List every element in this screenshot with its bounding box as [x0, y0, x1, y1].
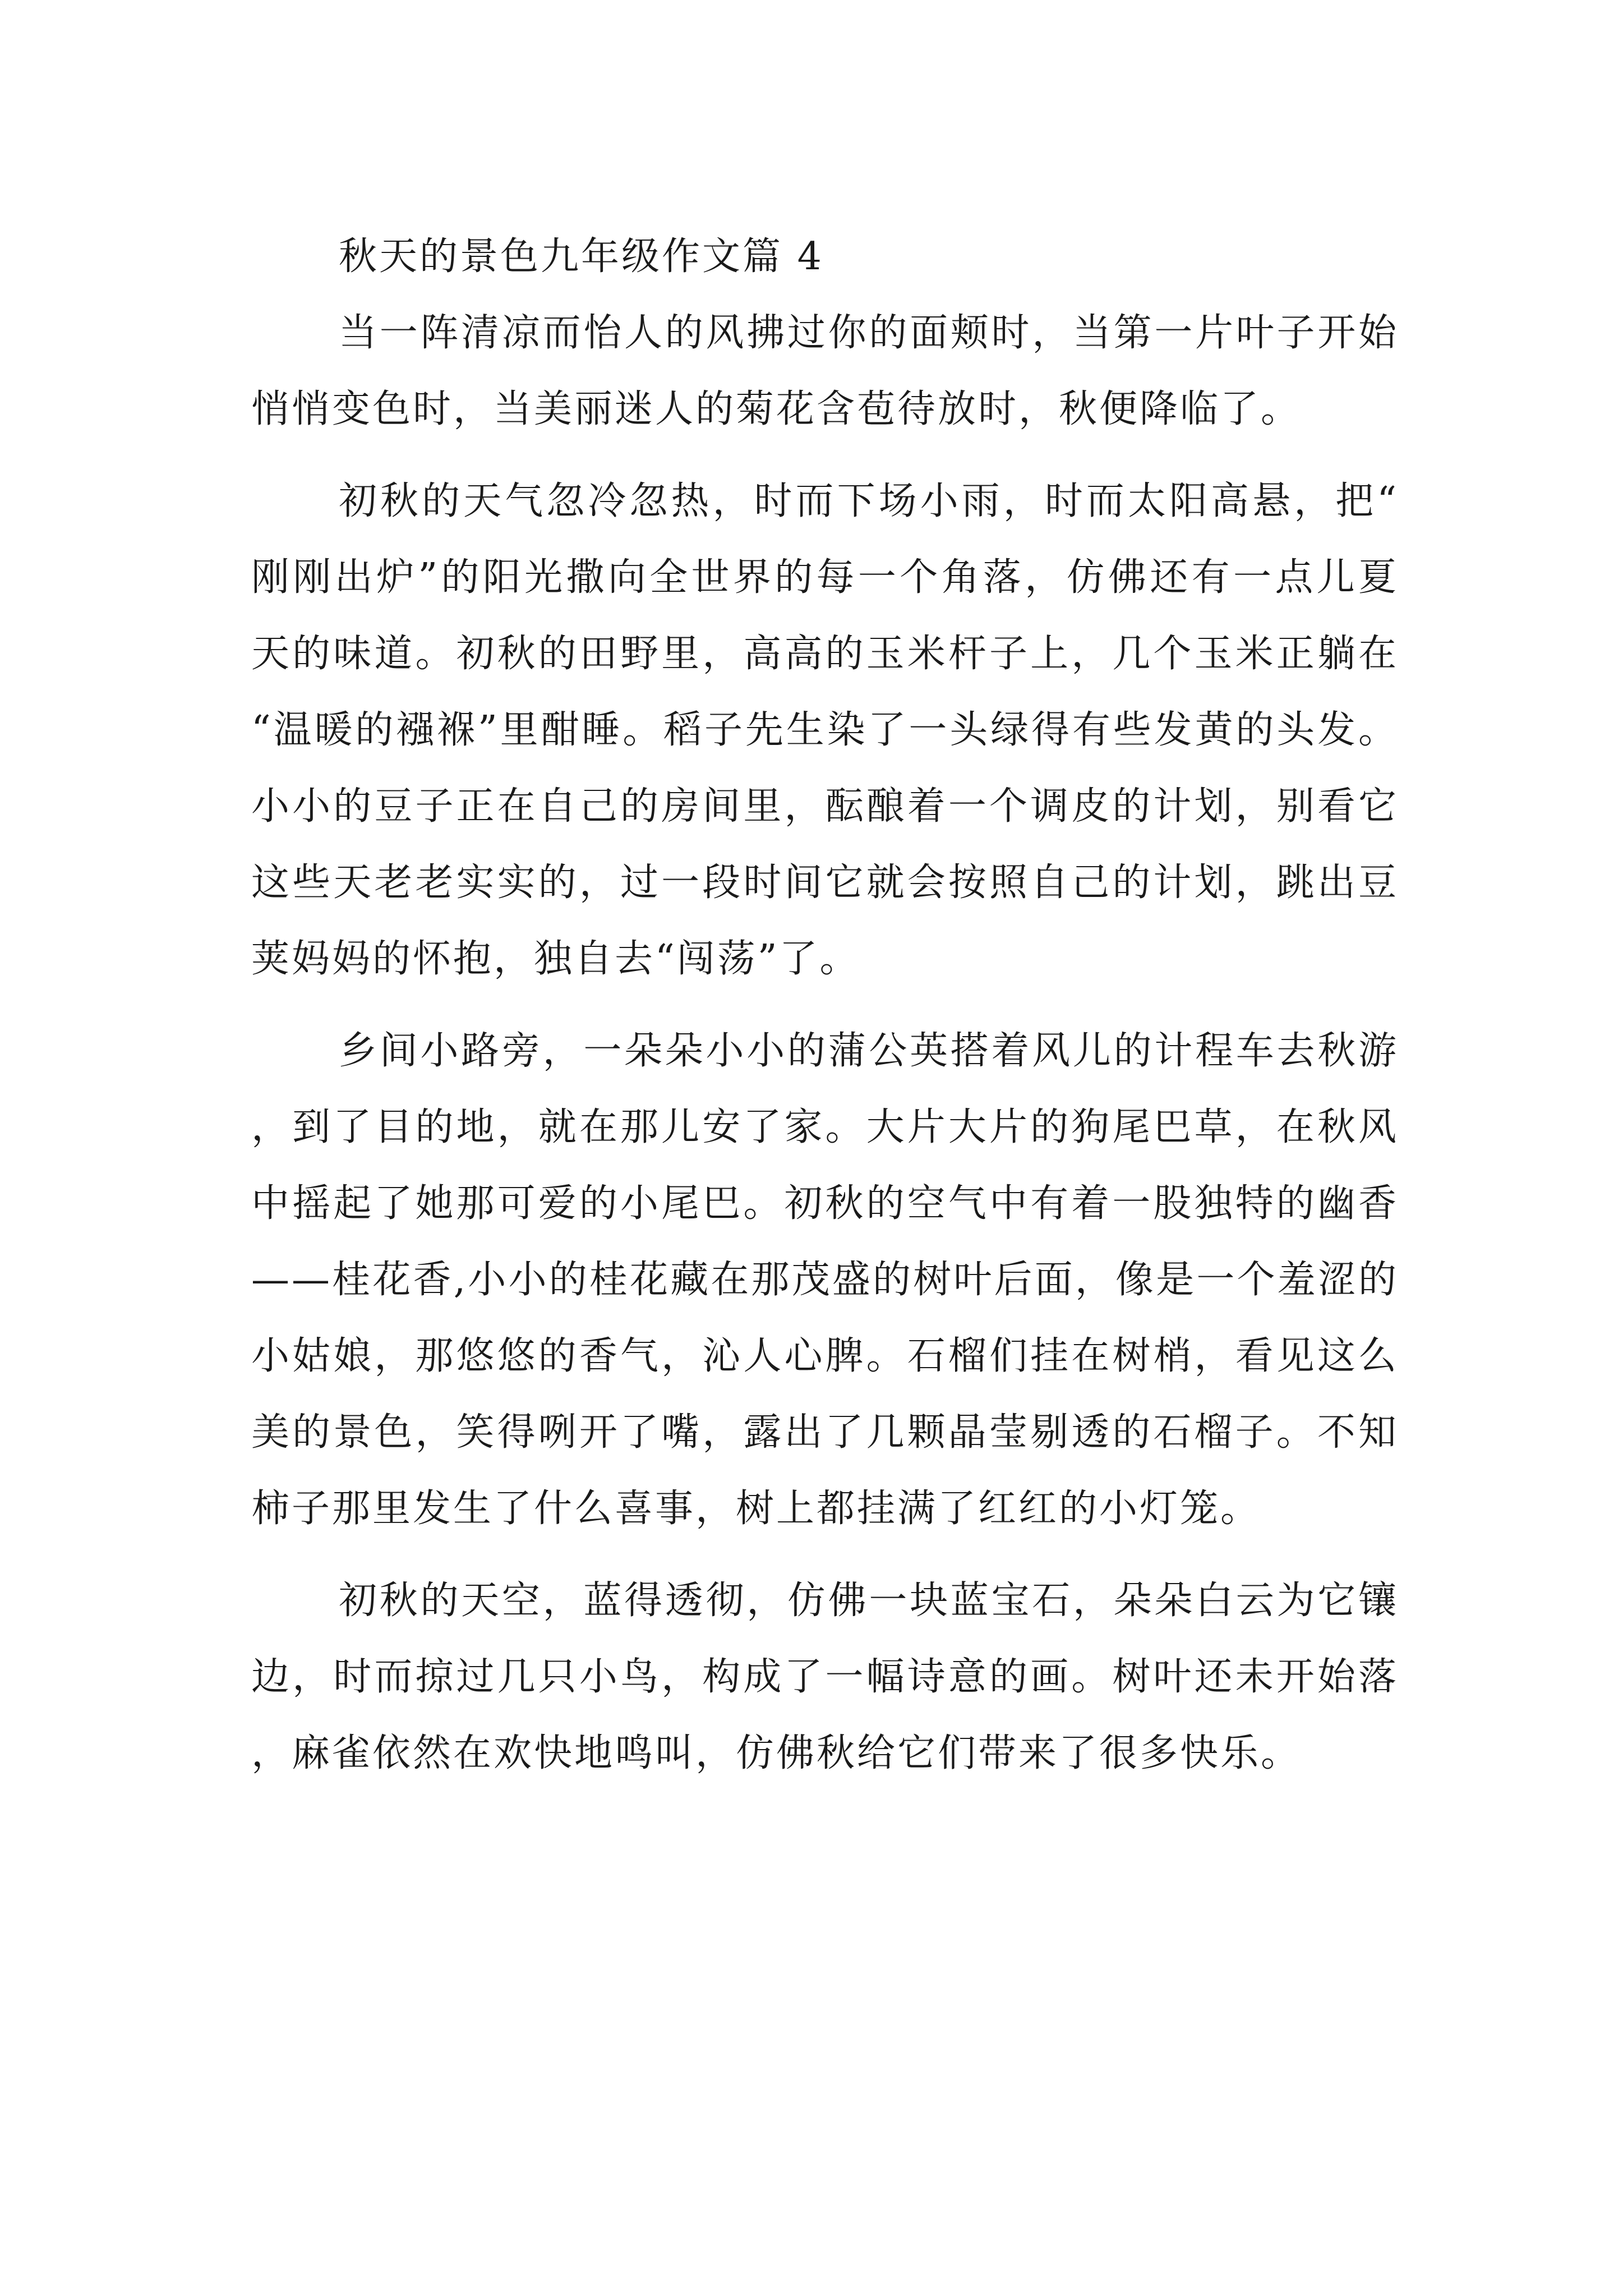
paragraph-3: 乡间小路旁，一朵朵小小的蒲公英搭着风儿的计程车去秋游，到了目的地，就在那儿安了家。大片大片的狗尾巴草，在秋风中摇起了她那可爱的小尾巴。初秋的空气中有着一股独特的幽香——桂花香,小小的桂花藏在那茂盛的树叶后面，像是一个羞涩的小姑娘，那悠悠的香气，沁人心脾。石榴们挂在树梢，看见这么美的景色，笑得咧开了嘴，露出了几颗晶莹剔透的石榴子。不知柿子那里发生了什么喜事，树上都挂满了红红的小灯笼。 [251, 1029, 1399, 1531]
document-body [251, 219, 1399, 1807]
paragraph-1: 当一阵清凉而怡人的风拂过你的面颊时，当第一片叶子开始悄悄变色时，当美丽迷人的菊花含苞待放时，秋便降临了。 [251, 311, 1399, 431]
paragraph-4: 初秋的天空，蓝得透彻，仿佛一块蓝宝石，朵朵白云为它镶边，时而掠过几只小鸟，构成了一幅诗意的画。树叶还未开始落，麻雀依然在欢快地鸣叫，仿佛秋给它们带来了很多快乐。 [251, 1579, 1399, 1775]
essay-title: 秋天的景色九年级作文篇 4 [339, 234, 824, 279]
paragraph-2: 初秋的天气忽冷忽热，时而下场小雨，时而太阳高悬，把“刚刚出炉”的阳光撒向全世界的每一个角落，仿佛还有一点儿夏天的味道。初秋的田野里，高高的玉米杆子上，几个玉米正躺在“温暖的襁褓”里酣睡。稻子先生染了一头绿得有些发黄的头发。小小的豆子正在自己的房间里，酝酿着一个调皮的计划，别看它这些天老老实实的，过一段时间它就会按照自己的计划，跳出豆荚妈妈的怀抱，独自去“闯荡”了。 [251, 479, 1399, 981]
